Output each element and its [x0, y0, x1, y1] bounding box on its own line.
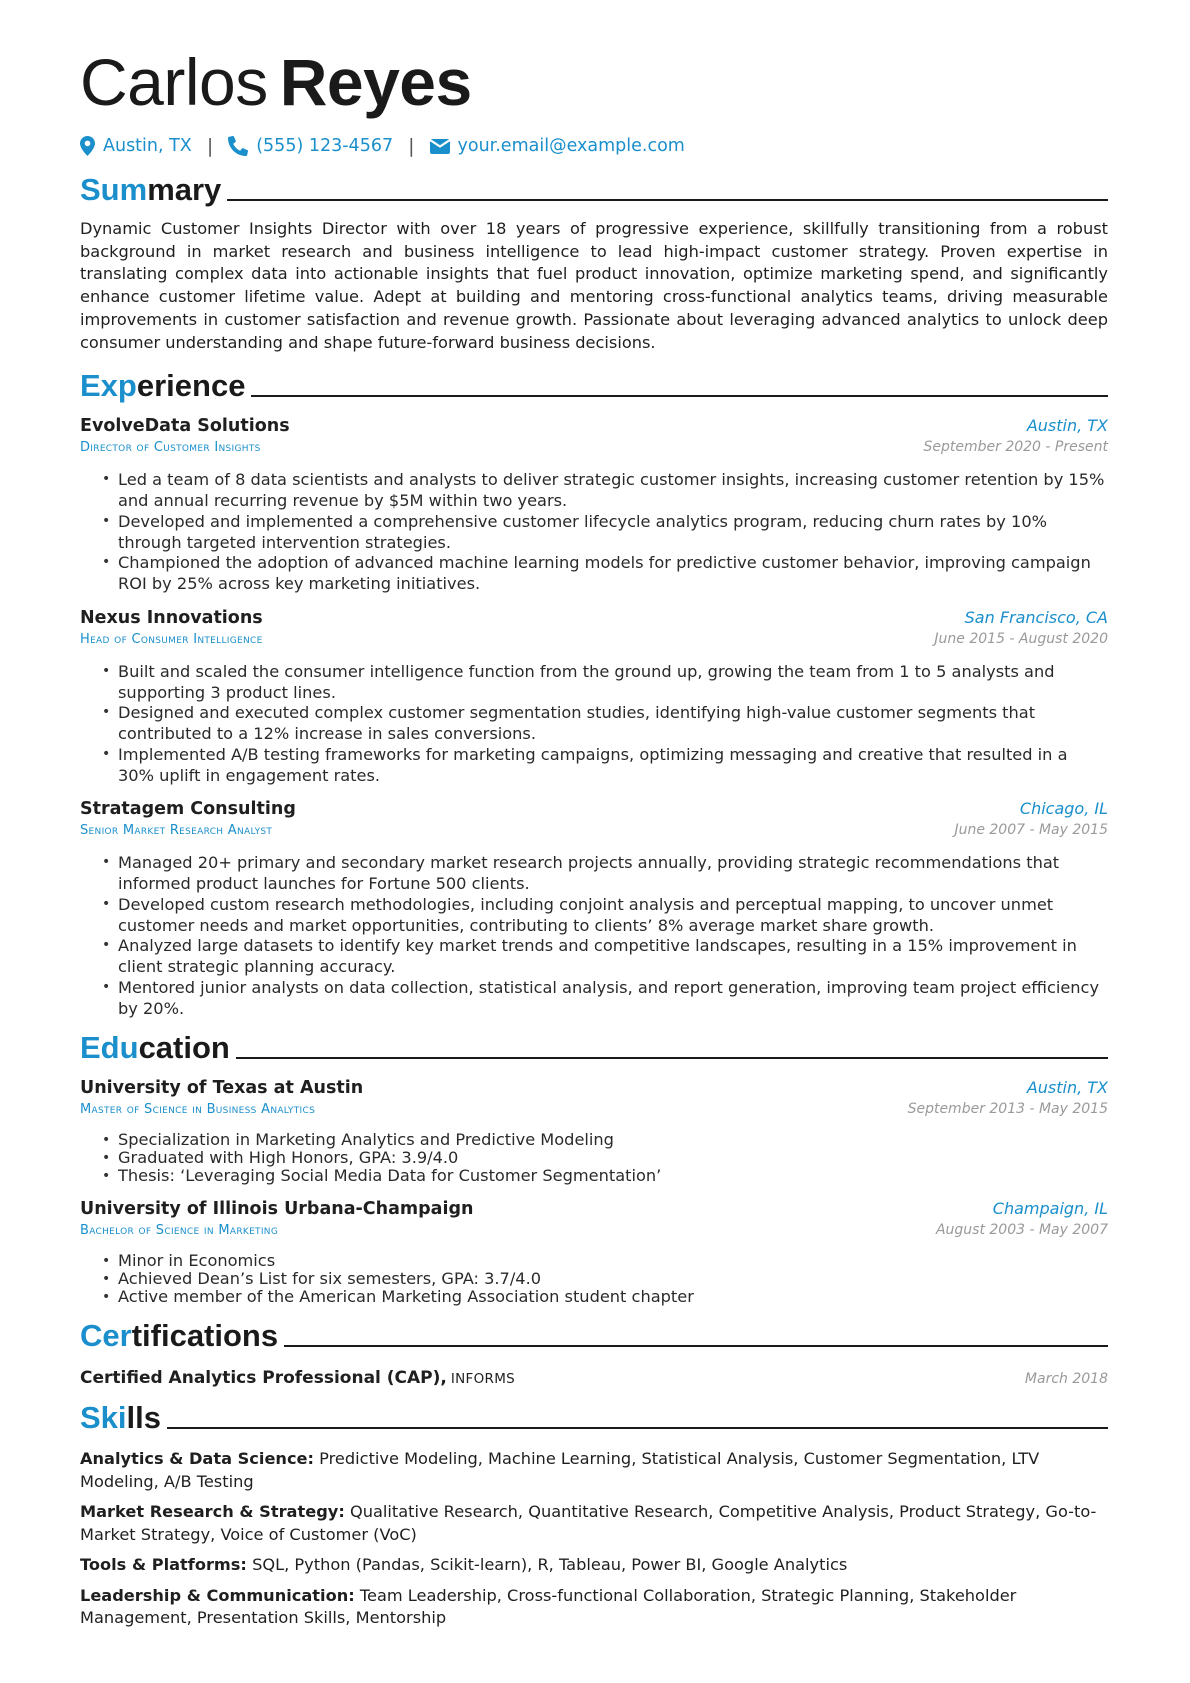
candidate-name	[80, 44, 1108, 120]
degree: Master of Science in Business Analytics	[80, 1102, 316, 1118]
skill-values: Team Leadership, Cross-functional Collaboration, Strategic Planning, Stakeholder Management, Presentation Skills, Mentorship	[80, 1585, 1017, 1628]
bullet-item: • Led a team of 8 data scientists and analysts to deliver strategic customer insights, increasing customer retention by 15% and annual recurring revenue by $5M within two years.	[118, 469, 1108, 511]
summary-text: Dynamic Customer Insights Director with over 18 years of progressive experience, skillfully transitioning from a robust background in market research and business intelligence to lead high-impact customer strategy. Proven expertise in translating complex data into actionable insights that fuel product innovation, optimize marketing spend, and significantly enhance customer lifetime value. Adept at building and mentoring cross-functional analytics teams, driving measurable improvements in customer satisfaction and revenue growth. Passionate about leveraging advanced analytics to unlock deep consumer understanding and shape future-forward business decisions.	[80, 219, 1108, 352]
contact-email[interactable]	[430, 136, 685, 156]
skill-label: Analytics & Data Science:	[80, 1449, 314, 1469]
section-title: Education	[80, 1030, 230, 1066]
experience-heading	[80, 366, 1108, 404]
skill-values: Qualitative Research, Quantitative Research, Competitive Analysis, Product Strategy, Go-to-Market Strategy, Voice of Customer (VoC)	[80, 1502, 1097, 1544]
school-name: University of Illinois Urbana-Champaign	[80, 1199, 474, 1220]
bullet-item: • Implemented A/B testing frameworks for marketing campaigns, optimizing messaging and creative that resulted in a 30% uplift in engagement rates.	[118, 744, 1108, 786]
skill-values: Predictive Modeling, Machine Learning, Statistical Analysis, Customer Segmentation, LTV Modeling, A/B Testing	[80, 1449, 1040, 1491]
certification-date: March 2018	[1024, 1371, 1108, 1388]
school-name: University of Texas at Austin	[80, 1078, 364, 1099]
bullet-item: • Built and scaled the consumer intelligence function from the ground up, growing the team from 1 to 5 analysts and supporting 3 product lines.	[118, 661, 1108, 703]
skill-label: Market Research & Strategy:	[80, 1502, 345, 1522]
section-rule	[236, 1057, 1108, 1059]
envelope-icon	[430, 139, 450, 154]
bullet-item: • Developed custom research methodologies, including conjoint analysis and perceptual mapping, to uncover unmet customer needs and market opportunities, contributing to clients’ 8% average market share growth.	[118, 894, 1108, 936]
entry-location: Austin, TX	[1026, 1078, 1108, 1098]
section-title: Summary	[80, 172, 222, 207]
section-rule	[167, 1427, 1108, 1429]
section-title: Skills	[80, 1400, 161, 1436]
phone-icon	[228, 136, 248, 156]
education-entry	[80, 1199, 1108, 1307]
bullet-list	[80, 852, 1108, 1019]
education-entry	[80, 1078, 1108, 1186]
last-name: Reyes	[279, 45, 472, 119]
entry-dates: June 2007 - May 2015	[954, 822, 1108, 839]
bullet-item: • Minor in Economics	[118, 1252, 1108, 1271]
certifications-heading	[80, 1316, 1108, 1354]
contact-bar	[80, 132, 1108, 160]
section-rule	[284, 1345, 1108, 1347]
job-title: Director of Customer Insights	[80, 440, 261, 456]
skill-group	[80, 1585, 1108, 1630]
skill-group	[80, 1448, 1108, 1493]
entry-location: Austin, TX	[1026, 416, 1108, 436]
education-heading	[80, 1028, 1108, 1066]
map-pin-icon	[80, 136, 95, 156]
bullet-item: • Active member of the American Marketing Association student chapter	[118, 1288, 1108, 1307]
skill-values: SQL, Python (Pandas, Scikit-learn), R, Tableau, Power BI, Google Analytics	[252, 1555, 848, 1575]
bullet-item: • Developed and implemented a comprehensive customer lifecycle analytics program, reducing churn rates by 10% through targeted intervention strategies.	[118, 511, 1108, 553]
bullet-list	[80, 1131, 1108, 1186]
bullet-item: • Thesis: ‘Leveraging Social Media Data for Customer Segmentation’	[118, 1167, 1108, 1186]
skill-label: Leadership & Communication:	[80, 1585, 355, 1605]
first-name: Carlos	[80, 45, 268, 119]
skill-group	[80, 1554, 1108, 1577]
email-link: your.email@example.com	[457, 136, 685, 156]
bullet-item: • Championed the adoption of advanced machine learning models for predictive customer behavior, improving campaign ROI by 25% across key marketing initiatives.	[118, 552, 1108, 594]
degree: Bachelor of Science in Marketing	[80, 1223, 279, 1239]
skill-group	[80, 1501, 1108, 1546]
bullet-item: • Analyzed large datasets to identify key market trends and competitive landscapes, resulting in a 15% improvement in client strategic planning accuracy.	[118, 935, 1108, 977]
skill-label: Tools & Platforms:	[80, 1555, 247, 1575]
bullet-list	[80, 1252, 1108, 1307]
bullet-item: • Managed 20+ primary and secondary market research projects annually, providing strategic recommendations that informed product launches for Fortune 500 clients.	[118, 852, 1108, 894]
bullet-item: • Designed and executed complex customer segmentation studies, identifying high-value customer segments that contributed to a 12% increase in sales conversions.	[118, 702, 1108, 744]
section-title: Certifications	[80, 1318, 279, 1354]
summary-heading	[80, 170, 1108, 208]
bullet-item: • Mentored junior analysts on data collection, statistical analysis, and report generation, improving team project efficiency by 20%.	[118, 977, 1108, 1019]
location-text: Austin, TX	[103, 136, 192, 156]
experience-entry	[80, 608, 1108, 786]
entry-dates: September 2020 - Present	[923, 439, 1108, 456]
bullet-item: • Achieved Dean’s List for six semesters, GPA: 3.7/4.0	[118, 1270, 1108, 1289]
company-name: Nexus Innovations	[80, 607, 263, 628]
contact-phone[interactable]	[228, 136, 393, 156]
section-title: Experience	[80, 368, 246, 404]
contact-location	[80, 136, 192, 156]
job-title: Senior Market Research Analyst	[80, 823, 273, 839]
experience-entry	[80, 416, 1108, 594]
company-name: EvolveData Solutions	[80, 416, 290, 437]
entry-dates: June 2015 - August 2020	[934, 630, 1108, 647]
contact-separator: |	[408, 135, 415, 157]
phone-text: (555) 123-4567	[256, 136, 394, 156]
section-rule	[251, 395, 1108, 397]
entry-location: San Francisco, CA	[964, 607, 1108, 627]
section-rule	[227, 199, 1108, 201]
entry-location: Champaign, IL	[992, 1199, 1108, 1219]
contact-separator: |	[206, 135, 214, 157]
bullet-item: • Specialization in Marketing Analytics and Predictive Modeling	[118, 1131, 1108, 1150]
job-title: Head of Consumer Intelligence	[80, 631, 263, 647]
certification-issuer: INFORMS	[450, 1371, 516, 1388]
experience-entry	[80, 799, 1108, 1019]
bullet-item: • Graduated with High Honors, GPA: 3.9/4.0	[118, 1149, 1108, 1168]
entry-location: Chicago, IL	[1019, 799, 1108, 819]
certification-item	[80, 1368, 1108, 1388]
certification-name: Certified Analytics Professional (CAP),	[80, 1368, 447, 1389]
entry-dates: August 2003 - May 2007	[935, 1222, 1108, 1239]
company-name: Stratagem Consulting	[80, 799, 296, 820]
skills-heading	[80, 1398, 1108, 1436]
bullet-list	[80, 661, 1108, 786]
entry-dates: September 2013 - May 2015	[907, 1101, 1108, 1118]
bullet-list	[80, 469, 1108, 594]
